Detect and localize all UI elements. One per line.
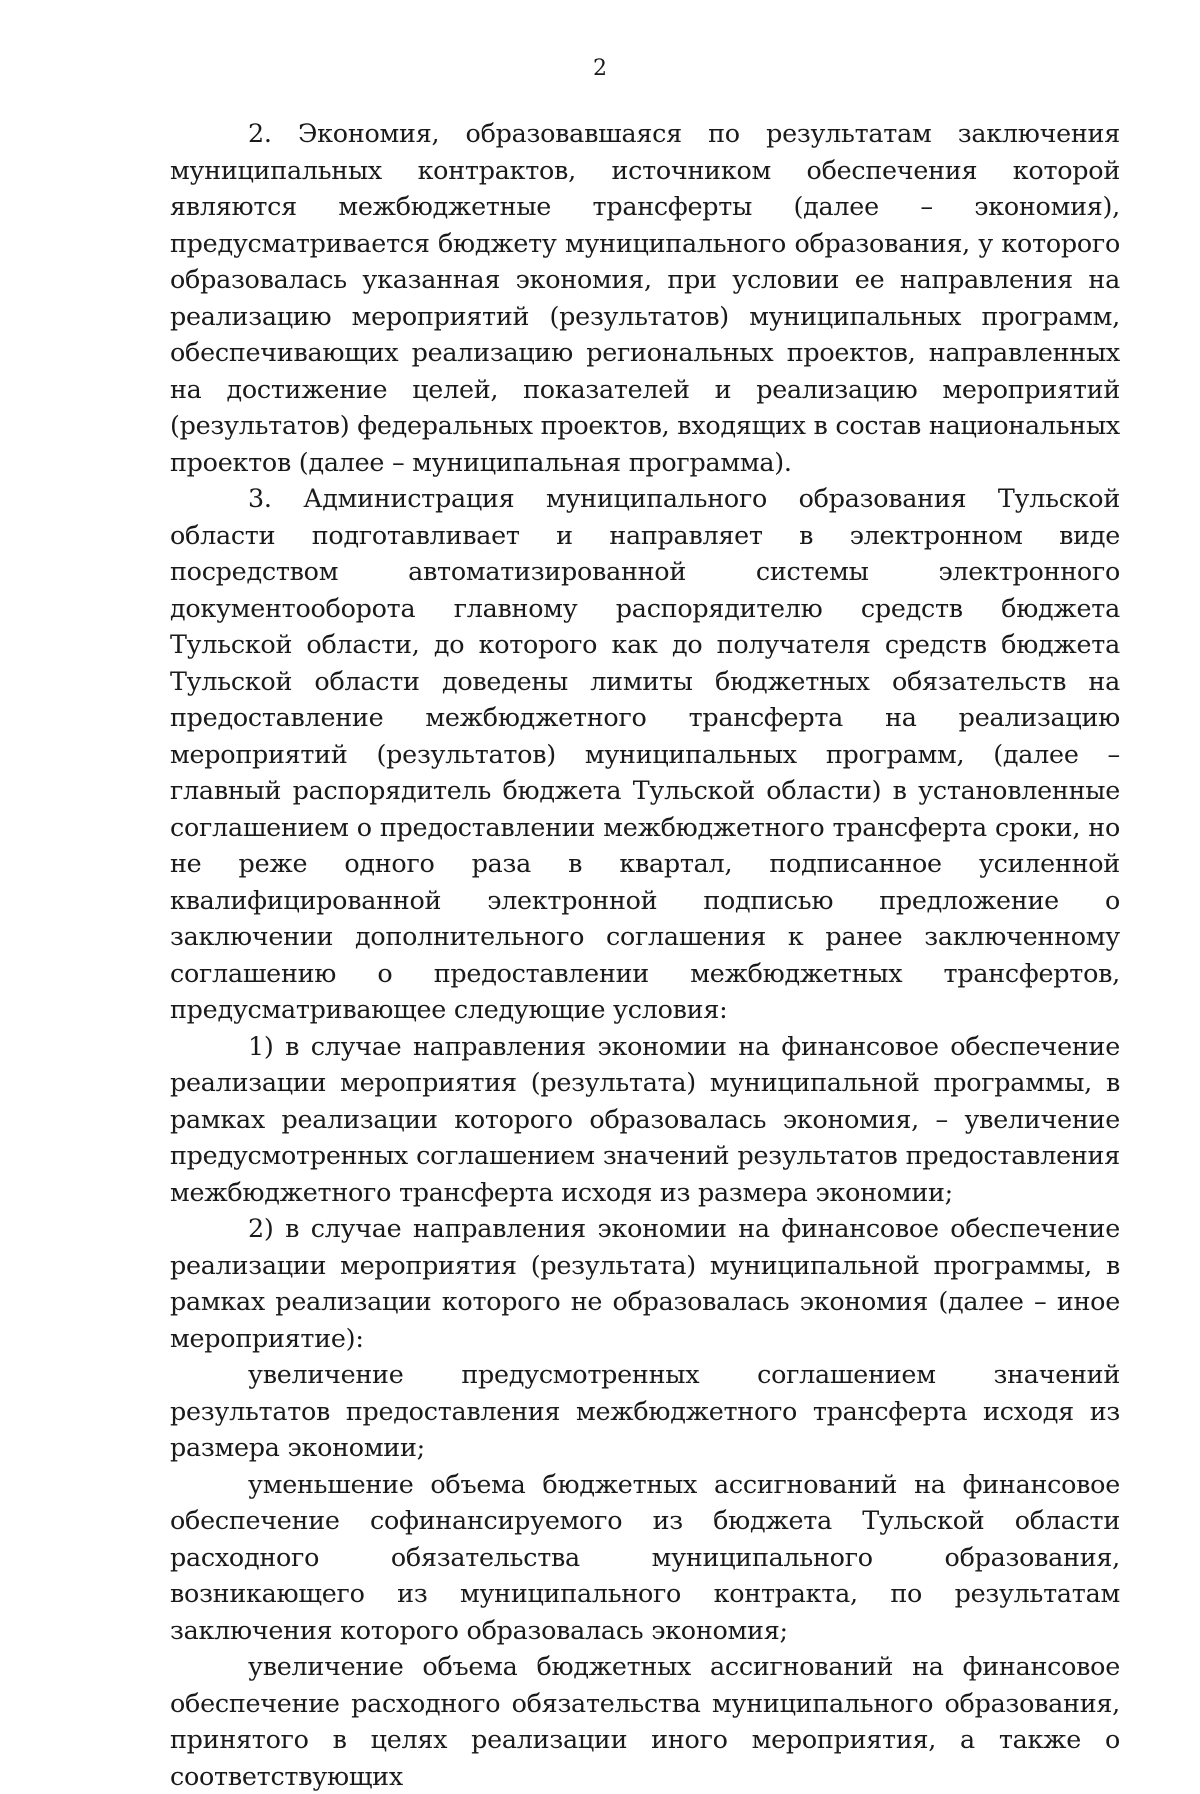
page-number: 2: [593, 56, 607, 81]
sub-item-increase-allocations: увеличение объема бюджетных ассигнований на финансовое обеспечение расходного обязательства муниципального образования, принятого в целях реализации иного мероприятия, а также о соответствующих: [170, 1651, 1120, 1791]
list-item-1: 1) в случае направления экономии на финансовое обеспечение реализации мероприятия (результата) муниципальной программы, в рамках реализации которого образовалась экономия, – увеличение предусмотренных соглашением значений результатов предоставления межбюджетного трансферта исходя из размера экономии;: [170, 1030, 1120, 1207]
list-item-2: 2) в случае направления экономии на финансовое обеспечение реализации мероприятия (результата) муниципальной программы, в рамках реализации которого не образовалась экономия (далее – иное мероприятие):: [170, 1213, 1120, 1353]
sub-item-decrease-allocations: уменьшение объема бюджетных ассигнований на финансовое обеспечение софинансируемого из бюджета Тульской области расходного обязательства муниципального образования, возникающего из муниципального контракта, по результатам заключения которого образовалась экономия;: [170, 1468, 1120, 1645]
sub-item-increase-results: увеличение предусмотренных соглашением значений результатов предоставления межбюджетного трансферта исходя из размера экономии;: [170, 1359, 1120, 1462]
paragraph-3: 3. Администрация муниципального образования Тульской области подготавливает и направляет в электронном виде посредством автоматизированной системы электронного документооборота главному распорядителю средств бюджета Тульской области, до которого как до получателя средств бюджета Тульской области доведены лимиты бюджетных обязательств на предоставление межбюджетного трансферта на реализацию мероприятий (результатов) муниципальных программ, (далее – главный распорядитель бюджета Тульской области) в установленные соглашением о предоставлении межбюджетного трансферта сроки, но не реже одного раза в квартал, подписанное усиленной квалифицированной электронной подписью предложение о заключении дополнительного соглашения к ранее заключенному соглашению о предоставлении межбюджетных трансфертов, предусматривающее следующие условия:: [170, 483, 1120, 1024]
body-text: [170, 115, 1120, 1794]
paragraph-2: 2. Экономия, образовавшаяся по результатам заключения муниципальных контрактов, источником обеспечения которой являются межбюджетные трансферты (далее – экономия), предусматривается бюджету муниципального образования, у которого образовалась указанная экономия, при условии ее направления на реализацию мероприятий (результатов) муниципальных программ, обеспечивающих реализацию региональных проектов, направленных на достижение целей, показателей и реализацию мероприятий (результатов) федеральных проектов, входящих в состав национальных проектов (далее – муниципальная программа).: [170, 118, 1120, 477]
